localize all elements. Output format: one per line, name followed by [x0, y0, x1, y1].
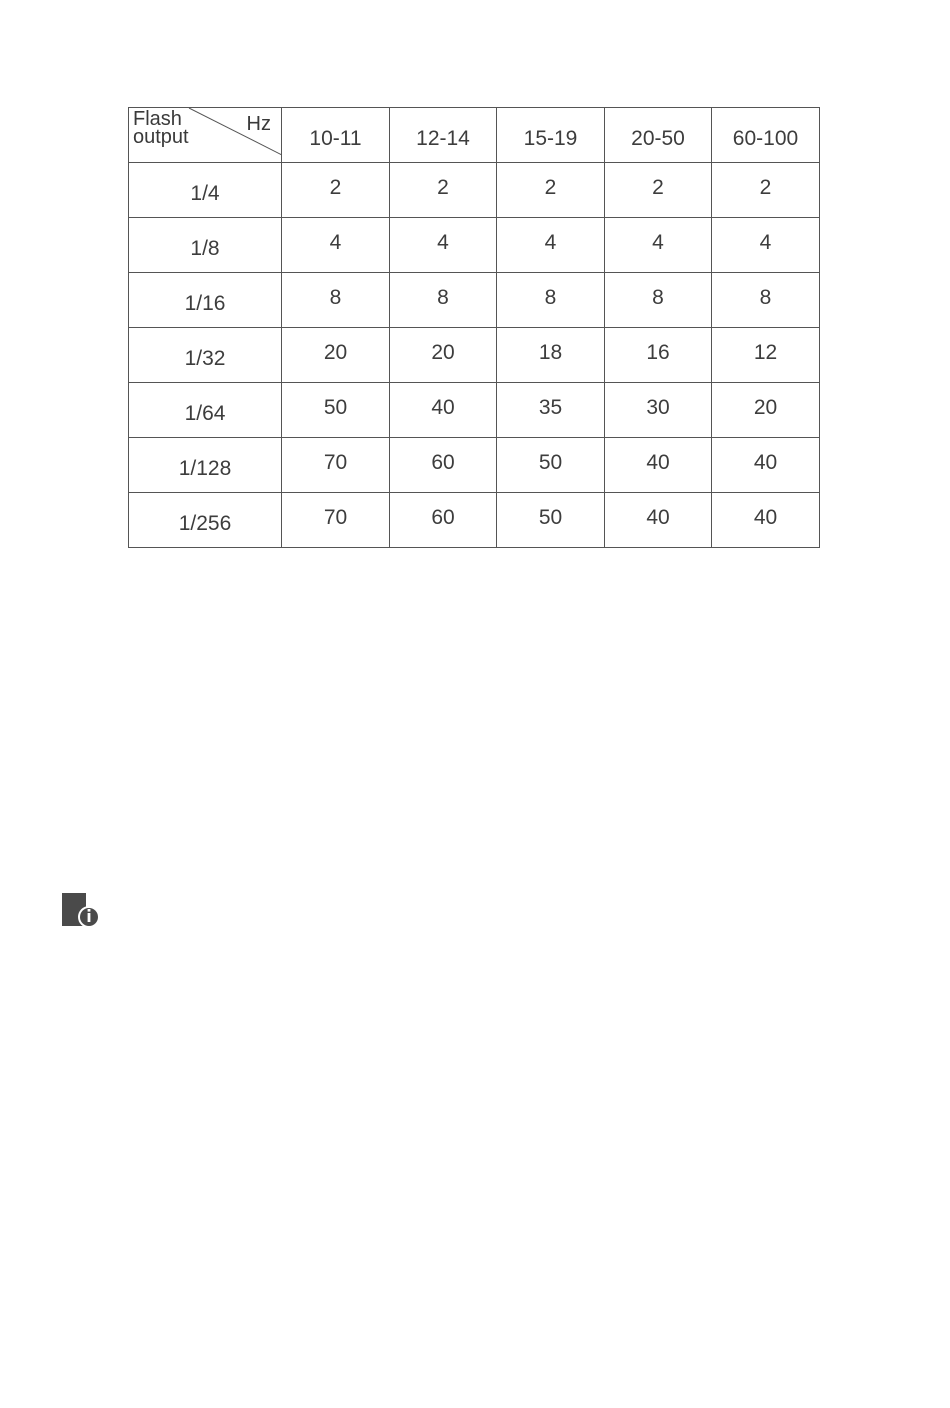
table-header-row — [129, 108, 820, 163]
table-row — [129, 163, 820, 218]
table-row — [129, 218, 820, 273]
table-cell: 60 — [390, 438, 497, 493]
row-axis-label-line1: Flash — [133, 108, 182, 130]
table-cell: 2 — [712, 163, 820, 218]
table-cell: 35 — [497, 383, 605, 438]
table-cell: 4 — [390, 218, 497, 273]
table-row — [129, 273, 820, 328]
flash-output-cell: 1/8 — [129, 218, 282, 273]
table-cell: 30 — [605, 383, 712, 438]
flash-output-cell: 1/32 — [129, 328, 282, 383]
table-cell: 4 — [497, 218, 605, 273]
flash-output-cell: 1/64 — [129, 383, 282, 438]
table-cell: 40 — [712, 493, 820, 548]
table-cell: 2 — [282, 163, 390, 218]
flash-output-cell: 1/256 — [129, 493, 282, 548]
flash-output-cell: 1/16 — [129, 273, 282, 328]
column-header: 12-14 — [390, 108, 497, 163]
table-cell: 18 — [497, 328, 605, 383]
table-cell: 50 — [282, 383, 390, 438]
table-cell: 40 — [712, 438, 820, 493]
flash-output-cell: 1/128 — [129, 438, 282, 493]
column-header: 10-11 — [282, 108, 390, 163]
table-cell: 50 — [497, 438, 605, 493]
table-cell: 8 — [282, 273, 390, 328]
table-cell: 40 — [605, 493, 712, 548]
table-cell: 60 — [390, 493, 497, 548]
table-cell: 70 — [282, 438, 390, 493]
flash-output-cell: 1/4 — [129, 163, 282, 218]
table-row — [129, 383, 820, 438]
table-cell: 2 — [390, 163, 497, 218]
table-cell: 20 — [282, 328, 390, 383]
column-header: 20-50 — [605, 108, 712, 163]
column-axis-label: Hz — [246, 113, 271, 135]
table-cell: 16 — [605, 328, 712, 383]
flash-frequency-table — [128, 107, 820, 548]
row-axis-label-line2: output — [133, 126, 189, 148]
table-cell: 8 — [605, 273, 712, 328]
table-row — [129, 438, 820, 493]
table-cell: 4 — [605, 218, 712, 273]
table-cell: 20 — [712, 383, 820, 438]
table-cell: 8 — [497, 273, 605, 328]
table-cell: 4 — [712, 218, 820, 273]
table-cell: 20 — [390, 328, 497, 383]
info-note-icon — [61, 892, 103, 932]
table-cell: 70 — [282, 493, 390, 548]
table-cell: 4 — [282, 218, 390, 273]
column-header: 60-100 — [712, 108, 820, 163]
table-cell: 12 — [712, 328, 820, 383]
table-cell: 2 — [497, 163, 605, 218]
table-cell: 8 — [390, 273, 497, 328]
column-header: 15-19 — [497, 108, 605, 163]
table-cell: 50 — [497, 493, 605, 548]
table-cell: 8 — [712, 273, 820, 328]
table-row — [129, 493, 820, 548]
table-corner-cell — [129, 108, 282, 163]
table-cell: 40 — [605, 438, 712, 493]
table-cell: 2 — [605, 163, 712, 218]
table-row — [129, 328, 820, 383]
table-cell: 40 — [390, 383, 497, 438]
